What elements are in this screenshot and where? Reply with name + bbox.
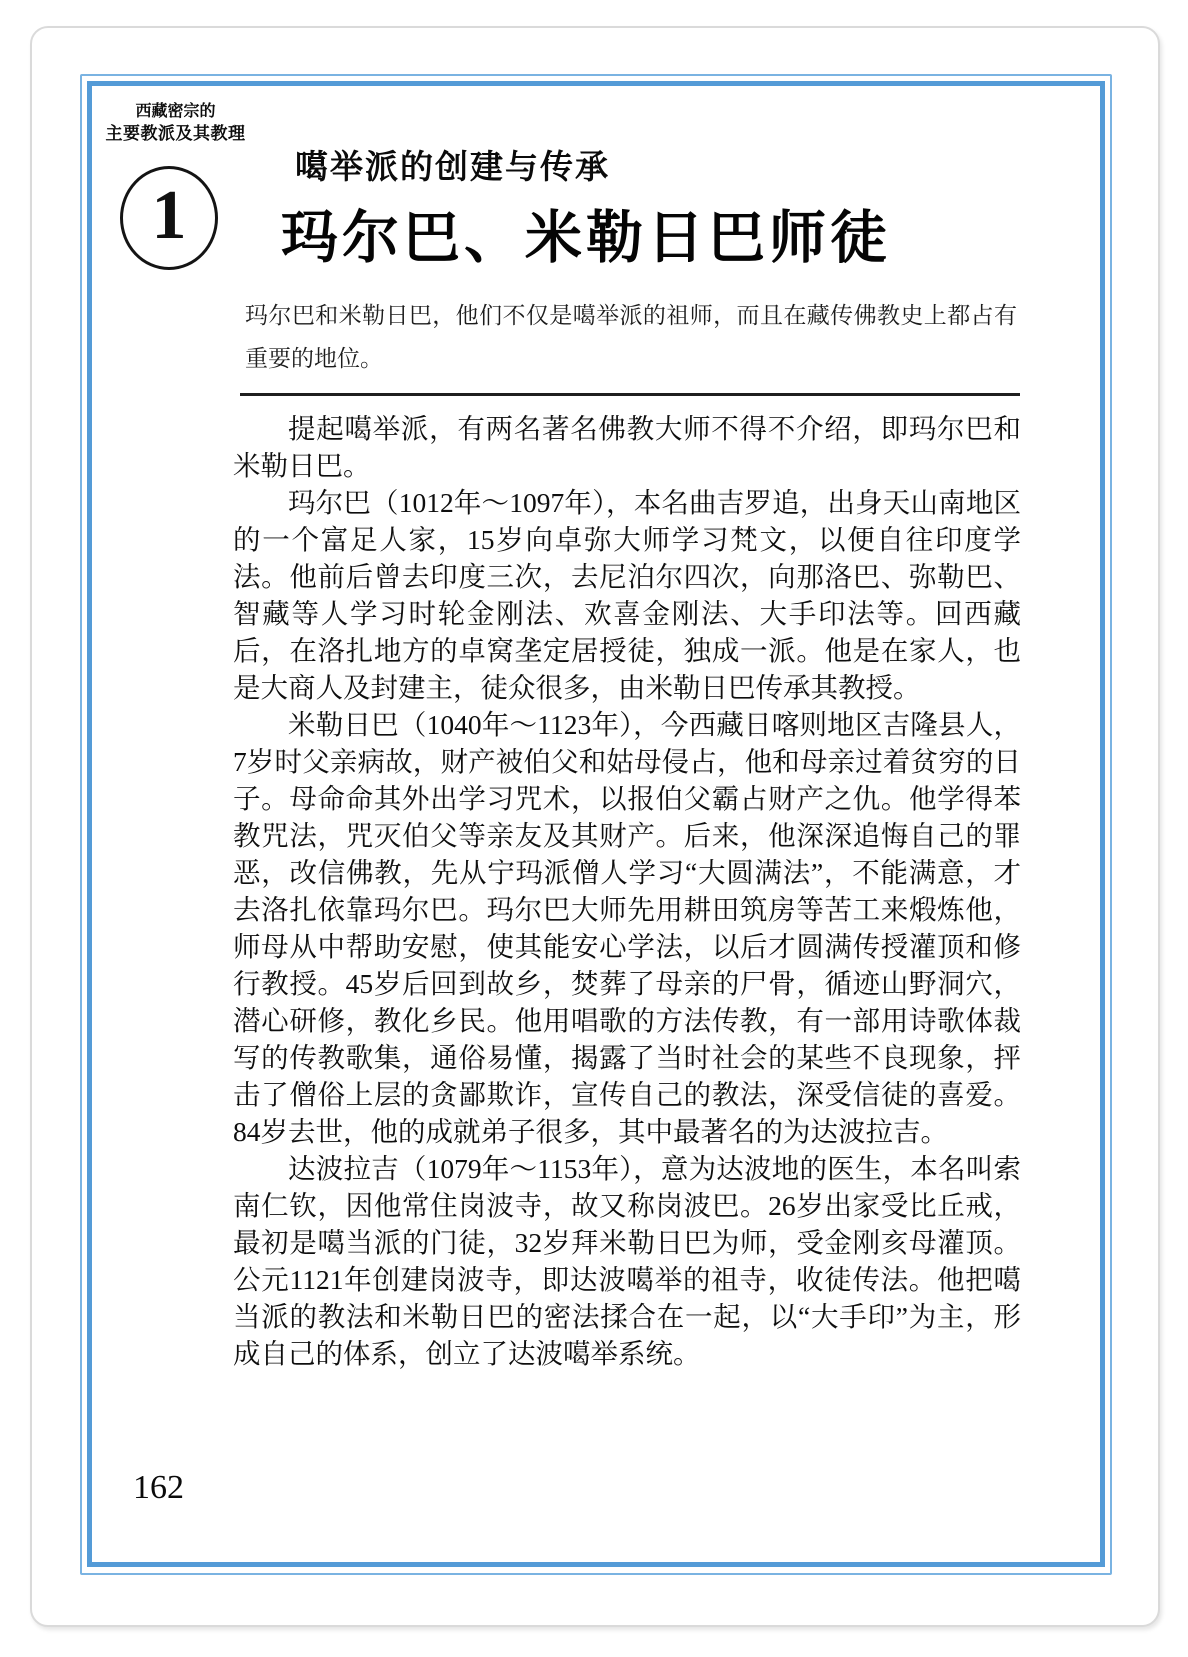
- paragraph-4: 达波拉吉（1079年～1153年），意为达波地的医生，本名叫索南仁钦，因他常住岗波寺，故又称岗波巴。26岁出家受比丘戒，最初是噶当派的门徒，32岁拜米勒日巴为师，受金刚亥母灌顶。公元1121年创建岗波寺，即达波噶举的祖寺，收徒传法。他把噶当派的教法和米勒日巴的密法揉合在一起，以“大手印”为主，形成自己的体系，创立了达波噶举系统。: [233, 1153, 1021, 1369]
- page-title: 玛尔巴、米勒日巴师徒: [281, 206, 891, 270]
- intro-paragraph: 玛尔巴和米勒日巴，他们不仅是噶举派的祖师，而且在藏传佛教史上都占有重要的地位。: [245, 303, 1017, 371]
- paragraph-2: 玛尔巴（1012年～1097年），本名曲吉罗追，出身天山南地区的一个富足人家，15岁向卓弥大师学习梵文，以便自往印度学法。他前后曾去印度三次，去尼泊尔四次，向那洛巴、弥勒巴、智藏等人学习时轮金刚法、欢喜金刚法、大手印法等。回西藏后，在洛扎地方的卓窝垄定居授徒，独成一派。他是在家人，也是大商人及封建主，徒众很多，由米勒日巴传承其教授。: [233, 487, 1021, 703]
- paragraph-1: 提起噶举派，有两名著名佛教大师不得不介绍，即玛尔巴和米勒日巴。: [233, 413, 1021, 481]
- chapter-number-badge: [120, 166, 218, 270]
- section-kicker: 噶举派的创建与传承: [295, 148, 610, 185]
- book-series-label: [88, 102, 263, 146]
- book-series-line1: 西藏密宗的: [135, 103, 216, 120]
- chapter-number: 1: [151, 177, 187, 254]
- body-text-column: [233, 410, 1021, 1372]
- paragraph-3: 米勒日巴（1040年～1123年），今西藏日喀则地区吉隆县人，7岁时父亲病故，财产被伯父和姑母侵占，他和母亲过着贫穷的日子。母命命其外出学习咒术，以报伯父霸占财产之仇。他学得苯教咒法，咒灭伯父等亲友及其财产。后来，他深深追悔自己的罪恶，改信佛教，先从宁玛派僧人学习“大圆满法”，不能满意，才去洛扎依靠玛尔巴。玛尔巴大师先用耕田筑房等苦工来煅炼他，师母从中帮助安慰，使其能安心学法，以后才圆满传授灌顶和修行教授。45岁后回到故乡，焚葬了母亲的尸骨，循迹山野洞穴，潜心研修，教化乡民。他用唱歌的方法传教，有一部用诗歌体裁写的传教歌集，通俗易懂，揭露了当时社会的某些不良现象，抨击了僧俗上层的贪鄙欺诈，宣传自己的教法，深受信徒的喜爱。84岁去世，他的成就弟子很多，其中最著名的为达波拉吉。: [233, 709, 1021, 1147]
- page-number: 162: [133, 1469, 184, 1506]
- section-divider-rule: [240, 393, 1020, 396]
- book-series-line2: 主要教派及其教理: [105, 124, 246, 143]
